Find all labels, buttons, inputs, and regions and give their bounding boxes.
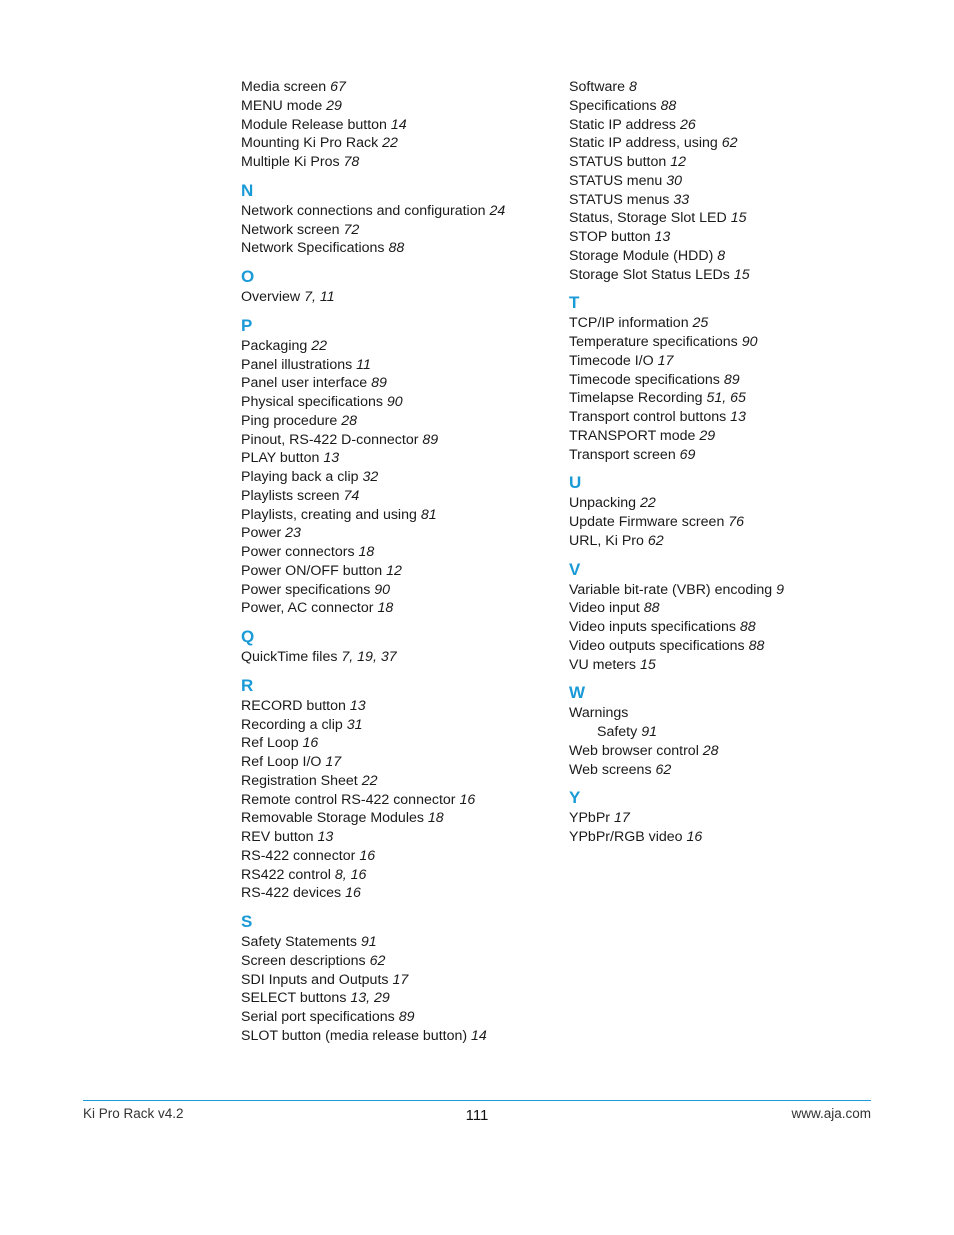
index-term: Network connections and configuration — [241, 202, 486, 219]
index-page-ref[interactable]: 14 — [390, 116, 407, 133]
footer-website: www.aja.com — [791, 1106, 871, 1121]
index-term: Video input — [569, 600, 640, 617]
section-letter: W — [569, 683, 586, 703]
index-term: Power connectors — [241, 544, 355, 560]
index-page-ref[interactable]: 13 — [654, 229, 671, 245]
index-entry — [569, 153, 869, 172]
index-page-ref[interactable]: 29 — [699, 427, 716, 444]
index-term: Removable Storage Modules — [241, 810, 424, 827]
index-entry — [241, 828, 551, 847]
index-term: Transport screen — [569, 446, 676, 463]
index-term: STATUS button — [569, 154, 667, 170]
index-entry — [569, 742, 869, 761]
index-column-left — [241, 78, 551, 1046]
index-term: STATUS menus — [569, 191, 670, 208]
index-page-ref[interactable]: 90 — [386, 394, 403, 410]
index-term: YPbPr/RGB video — [569, 829, 683, 845]
index-entry — [569, 78, 869, 97]
section-letter: Q — [241, 627, 255, 646]
index-term: Specifications — [569, 97, 657, 114]
index-entry — [241, 716, 551, 735]
index-page-ref[interactable]: 22 — [382, 135, 398, 152]
index-page-ref[interactable]: 13, 29 — [350, 990, 390, 1007]
index-entry — [241, 356, 551, 375]
index-term: TRANSPORT mode — [569, 427, 696, 444]
index-term: Safety — [597, 724, 638, 740]
index-term: RECORD button — [241, 697, 346, 714]
index-page-ref[interactable]: 8 — [717, 247, 726, 264]
index-entry — [241, 989, 551, 1008]
section-letter: R — [241, 675, 254, 695]
index-term: Panel user interface — [241, 375, 368, 392]
section-letter: P — [241, 315, 253, 335]
index-entry — [241, 543, 551, 562]
index-term: Static IP address — [569, 116, 676, 133]
index-page-ref[interactable]: 89 — [371, 375, 387, 392]
index-entry — [569, 352, 869, 371]
index-entry — [569, 618, 869, 637]
index-page-ref[interactable]: 15 — [639, 656, 656, 673]
footer-page-number: 111 — [465, 1107, 489, 1124]
section-letter: N — [241, 180, 254, 200]
index-entry — [241, 153, 551, 172]
index-page-ref[interactable]: 28 — [341, 412, 357, 429]
index-entry — [241, 116, 551, 135]
index-entry — [241, 884, 551, 903]
index-section — [241, 912, 551, 1046]
index-entry — [241, 374, 551, 393]
index-entry — [569, 172, 869, 191]
index-term: Remote control RS-422 connector — [241, 791, 456, 808]
index-term: Video outputs specifications — [569, 637, 745, 654]
index-term: SDI Inputs and Outputs — [241, 971, 389, 988]
index-term: URL, Ki Pro — [569, 532, 644, 549]
index-term: Temperature specifications — [569, 334, 738, 350]
index-entry — [569, 427, 869, 446]
index-term: Module Release button — [241, 116, 387, 133]
index-entry — [241, 734, 551, 753]
index-page-ref[interactable]: 74 — [343, 487, 360, 504]
index-page-ref[interactable]: 16 — [359, 847, 376, 864]
index-entry — [241, 847, 551, 866]
index-entry — [569, 314, 869, 333]
index-entry — [241, 337, 551, 356]
index-page-ref[interactable]: 25 — [692, 315, 709, 332]
index-page-ref[interactable]: 89 — [398, 1009, 415, 1025]
index-term: Ping procedure — [241, 412, 338, 429]
index-term: Power — [241, 525, 282, 542]
index-section — [241, 316, 551, 618]
index-entry — [241, 134, 551, 153]
index-entry — [569, 581, 869, 600]
index-entry — [241, 288, 551, 307]
index-term: RS-422 devices — [241, 885, 342, 902]
section-letter: V — [569, 559, 581, 579]
index-term: Multiple Ki Pros — [241, 154, 340, 170]
index-page-ref[interactable]: 13 — [349, 697, 366, 714]
index-term: Playlists screen — [241, 487, 340, 504]
index-entry — [569, 494, 869, 513]
index-page-ref[interactable]: 33 — [673, 191, 690, 208]
index-page-ref[interactable]: 28 — [702, 742, 719, 759]
index-entry — [569, 828, 869, 847]
index-term: Software — [569, 79, 625, 95]
index-entry — [241, 866, 551, 885]
index-page-ref[interactable]: 13 — [317, 829, 334, 845]
index-term: Unpacking — [569, 495, 637, 512]
index-section — [569, 473, 869, 550]
index-entry — [241, 809, 551, 828]
index-page-ref[interactable]: 15 — [733, 266, 750, 283]
index-page-ref[interactable]: 17 — [325, 754, 342, 770]
index-entry — [569, 656, 869, 675]
index-entry — [569, 723, 869, 742]
index-term: Storage Slot Status LEDs — [569, 266, 730, 283]
index-term: Physical specifications — [241, 394, 383, 410]
index-entry — [241, 1008, 551, 1027]
index-term: Media screen — [241, 79, 327, 95]
index-page-ref[interactable]: 16 — [345, 885, 361, 902]
index-page-ref[interactable]: 31 — [346, 716, 363, 733]
index-page-ref[interactable]: 7, 19, 37 — [341, 649, 397, 665]
index-term: Recording a clip — [241, 716, 343, 733]
index-page-ref[interactable]: 18 — [358, 544, 375, 560]
index-section — [241, 181, 551, 258]
footer-rule — [83, 1100, 871, 1101]
section-letter: O — [241, 267, 255, 286]
index-entry — [241, 393, 551, 412]
index-section — [241, 676, 551, 903]
index-page-ref[interactable]: 12 — [386, 562, 402, 579]
index-page-ref[interactable]: 91 — [641, 724, 657, 740]
index-term: Timelapse Recording — [569, 390, 703, 407]
index-term: Warnings — [569, 705, 629, 722]
index-entry — [569, 209, 869, 228]
index-term: Serial port specifications — [241, 1009, 395, 1025]
index-column-right — [569, 78, 869, 847]
index-term: Power ON/OFF button — [241, 562, 383, 579]
section-letter: U — [569, 473, 582, 493]
index-entry — [241, 412, 551, 431]
index-page-ref[interactable]: 17 — [613, 810, 630, 827]
index-term: Status, Storage Slot LED — [569, 210, 727, 227]
index-page-ref[interactable]: 18 — [427, 810, 444, 827]
index-entry — [241, 487, 551, 506]
index-page-ref[interactable]: 91 — [360, 934, 377, 950]
index-entry — [241, 78, 551, 97]
index-term: Playing back a clip — [241, 469, 359, 485]
index-entry — [569, 761, 869, 780]
index-term: Network screen — [241, 221, 340, 238]
index-page-ref[interactable]: 26 — [679, 116, 696, 133]
index-term: SELECT buttons — [241, 990, 347, 1007]
index-term: VU meters — [569, 656, 637, 673]
index-entry — [241, 202, 551, 221]
index-term: REV button — [241, 829, 314, 845]
index-page-ref[interactable]: 32 — [362, 469, 379, 485]
index-entry — [569, 408, 869, 427]
index-page-ref[interactable]: 13 — [323, 450, 340, 467]
index-page-ref[interactable]: 89 — [422, 431, 439, 448]
index-term: Power, AC connector — [241, 600, 374, 617]
index-entry — [241, 581, 551, 600]
index-entry — [241, 468, 551, 487]
index-page-ref[interactable]: 24 — [489, 202, 506, 219]
index-section — [569, 788, 869, 847]
index-page-ref[interactable]: 88 — [388, 240, 405, 257]
index-term: Registration Sheet — [241, 772, 358, 789]
index-section — [241, 78, 551, 172]
section-letter: S — [241, 912, 253, 931]
index-page-ref[interactable]: 29 — [326, 97, 342, 114]
index-section — [569, 78, 869, 284]
index-page-ref[interactable]: 22 — [640, 495, 656, 512]
index-term: PLAY button — [241, 450, 320, 467]
index-page-ref[interactable]: 88 — [643, 600, 660, 617]
index-entry — [569, 134, 869, 153]
index-term: YPbPr — [569, 810, 611, 827]
index-term: RS-422 connector — [241, 847, 356, 864]
index-page-ref[interactable]: 7, 11 — [304, 289, 335, 305]
index-entry — [569, 809, 869, 828]
index-term: Packaging — [241, 337, 308, 354]
index-page-ref[interactable]: 15 — [730, 210, 747, 227]
index-page-ref[interactable]: 89 — [723, 371, 740, 388]
index-page-ref[interactable]: 69 — [679, 446, 696, 463]
index-entry — [241, 449, 551, 468]
index-term: STATUS menu — [569, 172, 663, 189]
index-term: Mounting Ki Pro Rack — [241, 135, 379, 152]
index-term: Web screens — [569, 761, 652, 778]
index-entry — [569, 266, 869, 285]
index-entry — [569, 228, 869, 247]
index-term: Screen descriptions — [241, 952, 366, 969]
index-entry — [569, 446, 869, 465]
index-term: RS422 control — [241, 866, 331, 883]
index-page-ref[interactable]: 62 — [721, 135, 738, 152]
index-page-ref[interactable]: 18 — [377, 600, 394, 617]
index-page-ref[interactable]: 62 — [369, 952, 386, 969]
index-term: Update Firmware screen — [569, 514, 725, 530]
index-term: Power specifications — [241, 581, 371, 598]
index-page-ref[interactable]: 16 — [459, 791, 476, 808]
index-entry — [241, 772, 551, 791]
index-term: Playlists, creating and using — [241, 506, 417, 523]
index-section — [569, 293, 869, 464]
index-entry — [241, 599, 551, 618]
index-page-ref[interactable]: 16 — [686, 829, 703, 845]
index-term: Static IP address, using — [569, 135, 718, 152]
index-page-ref[interactable]: 78 — [343, 154, 360, 170]
index-term: MENU mode — [241, 97, 323, 114]
index-term: Variable bit-rate (VBR) encoding — [569, 581, 773, 598]
index-entry — [569, 389, 869, 408]
index-entry — [241, 648, 551, 667]
index-entry — [241, 1027, 551, 1046]
index-entry — [241, 753, 551, 772]
index-page-ref[interactable]: 62 — [655, 761, 672, 778]
index-page-ref[interactable]: 13 — [730, 409, 746, 425]
index-entry — [569, 247, 869, 266]
index-term: QuickTime files — [241, 649, 338, 665]
index-entry — [569, 333, 869, 352]
index-term: Timecode specifications — [569, 371, 720, 388]
index-page-ref[interactable]: 9 — [776, 581, 785, 598]
index-entry — [241, 431, 551, 450]
index-page-ref[interactable]: 8 — [628, 79, 637, 95]
index-entry — [241, 97, 551, 116]
index-entry — [241, 562, 551, 581]
index-term: TCP/IP information — [569, 315, 689, 332]
index-term: Pinout, RS-422 D-connector — [241, 431, 419, 448]
index-entry — [241, 239, 551, 258]
index-page-ref[interactable]: 17 — [392, 971, 409, 988]
index-page-ref[interactable]: 22 — [311, 337, 327, 354]
index-page-ref[interactable]: 8, 16 — [334, 866, 367, 883]
index-term: Web browser control — [569, 742, 699, 759]
index-entry — [241, 524, 551, 543]
index-page-ref[interactable]: 14 — [471, 1027, 487, 1044]
index-page-ref[interactable]: 67 — [330, 79, 346, 95]
index-term: Safety Statements — [241, 934, 357, 950]
index-entry — [569, 97, 869, 116]
index-entry — [569, 704, 869, 723]
index-page-ref[interactable]: 88 — [748, 637, 765, 654]
index-term: Panel illustrations — [241, 356, 353, 373]
index-section — [569, 683, 869, 779]
index-entry — [241, 933, 551, 952]
index-page-ref[interactable]: 12 — [670, 154, 686, 170]
section-letter: Y — [569, 788, 581, 808]
index-term: Ref Loop — [241, 735, 299, 752]
index-entry — [241, 221, 551, 240]
index-page-ref[interactable]: 88 — [660, 97, 677, 114]
index-page-ref[interactable]: 88 — [739, 619, 756, 635]
index-page-ref[interactable]: 17 — [657, 352, 674, 369]
index-term: Ref Loop I/O — [241, 754, 322, 770]
section-letter: T — [569, 293, 580, 313]
index-entry — [241, 791, 551, 810]
index-page-ref[interactable]: 30 — [666, 172, 683, 189]
index-section — [241, 267, 551, 307]
index-entry — [569, 637, 869, 656]
index-entry — [241, 952, 551, 971]
index-entry — [569, 191, 869, 210]
index-entry — [569, 532, 869, 551]
index-term: Storage Module (HDD) — [569, 247, 714, 264]
index-page-ref[interactable]: 76 — [728, 514, 745, 530]
footer-doc-title: Ki Pro Rack v4.2 — [83, 1106, 184, 1121]
index-page-ref[interactable]: 51, 65 — [706, 390, 746, 407]
index-entry — [569, 513, 869, 532]
index-term: Overview — [241, 289, 301, 305]
index-term: Video inputs specifications — [569, 619, 736, 635]
index-term: Transport control buttons — [569, 409, 727, 425]
index-term: Network Specifications — [241, 240, 385, 257]
index-page-ref[interactable]: 90 — [741, 334, 758, 350]
index-term: STOP button — [569, 229, 651, 245]
index-entry — [241, 971, 551, 990]
index-term: Timecode I/O — [569, 352, 654, 369]
index-page-ref[interactable]: 62 — [647, 532, 664, 549]
index-page-ref[interactable]: 11 — [356, 356, 371, 373]
index-page-ref[interactable]: 90 — [374, 581, 391, 598]
index-page-ref[interactable]: 23 — [285, 525, 301, 542]
index-page-ref[interactable]: 81 — [420, 506, 437, 523]
index-page-ref[interactable]: 72 — [343, 221, 360, 238]
index-entry — [241, 697, 551, 716]
index-term: SLOT button (media release button) — [241, 1027, 468, 1044]
index-entry — [241, 506, 551, 525]
index-section — [569, 560, 869, 675]
index-page-ref[interactable]: 16 — [302, 735, 319, 752]
index-section — [241, 627, 551, 667]
index-entry — [569, 599, 869, 618]
index-entry — [569, 371, 869, 390]
index-entry — [569, 116, 869, 135]
index-page-ref[interactable]: 22 — [361, 772, 378, 789]
